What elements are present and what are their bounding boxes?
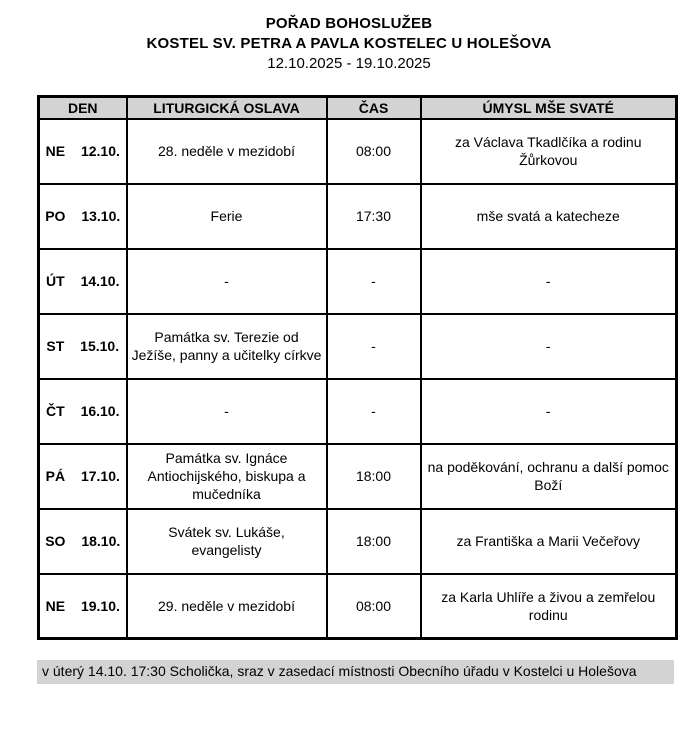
time-cell: 08:00 <box>327 119 421 184</box>
time-cell: - <box>327 314 421 379</box>
column-header-cas: ČAS <box>327 97 421 119</box>
page-title: POŘAD BOHOSLUŽEB <box>265 15 433 32</box>
intention-cell: - <box>421 314 677 379</box>
day-date: 17.10. <box>80 468 120 484</box>
intention-cell: na poděkování, ochranu a další pomoc Boží <box>421 444 677 509</box>
day-abbrev: NE <box>45 143 66 159</box>
day-cell <box>39 509 127 574</box>
intention-cell: za Václava Tkadlčíka a rodinu Žůrkovou <box>421 119 677 184</box>
day-abbrev: PO <box>45 208 66 224</box>
day-abbrev: PÁ <box>45 468 66 484</box>
document-header <box>0 0 698 74</box>
day-date: 13.10. <box>81 208 121 224</box>
day-cell <box>39 249 127 314</box>
table-row <box>39 184 677 249</box>
page-subtitle: KOSTEL SV. PETRA A PAVLA KOSTELEC U HOLEŠOVA <box>146 35 552 52</box>
table-row <box>39 314 677 379</box>
footer-note: v úterý 14.10. 17:30 Scholička, sraz v zasedací místnosti Obecního úřadu v Kostelci u Holešova <box>37 660 674 684</box>
time-cell: - <box>327 249 421 314</box>
celebration-cell: Památka sv. Ignáce Antiochijského, biskupa a mučedníka <box>127 444 327 509</box>
day-abbrev: ČT <box>46 403 65 419</box>
intention-cell: - <box>421 249 677 314</box>
day-abbrev: ÚT <box>46 273 65 289</box>
time-cell: 18:00 <box>327 509 421 574</box>
day-cell <box>39 444 127 509</box>
table-row <box>39 509 677 574</box>
time-cell: 08:00 <box>327 574 421 639</box>
day-cell <box>39 379 127 444</box>
day-date: 16.10. <box>80 403 120 419</box>
celebration-cell: - <box>127 379 327 444</box>
intention-cell: za Karla Uhlíře a živou a zemřelou rodinu <box>421 574 677 639</box>
celebration-cell: Svátek sv. Lukáše, evangelisty <box>127 509 327 574</box>
celebration-cell: - <box>127 249 327 314</box>
celebration-cell: Památka sv. Terezie od Ježíše, panny a učitelky církve <box>127 314 327 379</box>
day-date: 19.10. <box>80 597 120 614</box>
schedule-table <box>37 95 678 640</box>
table-row <box>39 379 677 444</box>
celebration-cell: 29. neděle v mezidobí <box>127 574 327 639</box>
day-cell <box>39 119 127 184</box>
column-header-liturgicka-oslava: LITURGICKÁ OSLAVA <box>127 97 327 119</box>
time-cell: 17:30 <box>327 184 421 249</box>
day-abbrev: NE <box>45 597 66 614</box>
day-date: 12.10. <box>80 143 120 159</box>
table-header-row <box>39 97 677 119</box>
intention-cell: - <box>421 379 677 444</box>
date-range: 12.10.2025 - 19.10.2025 <box>267 55 431 72</box>
intention-cell: za Františka a Marii Večeřovy <box>421 509 677 574</box>
table-row <box>39 249 677 314</box>
table-row <box>39 444 677 509</box>
day-cell <box>39 314 127 379</box>
day-abbrev: SO <box>45 533 66 549</box>
day-date: 15.10. <box>80 338 120 354</box>
day-cell <box>39 184 127 249</box>
column-header-den: DEN <box>39 97 127 119</box>
time-cell: - <box>327 379 421 444</box>
column-header-umysl-mse-svate: ÚMYSL MŠE SVATÉ <box>421 97 677 119</box>
day-abbrev: ST <box>46 338 65 354</box>
table-row <box>39 574 677 639</box>
day-cell <box>39 574 127 639</box>
day-date: 18.10. <box>81 533 121 549</box>
celebration-cell: Ferie <box>127 184 327 249</box>
day-date: 14.10. <box>80 273 120 289</box>
table-row <box>39 119 677 184</box>
celebration-cell: 28. neděle v mezidobí <box>127 119 327 184</box>
time-cell: 18:00 <box>327 444 421 509</box>
intention-cell: mše svatá a katecheze <box>421 184 677 249</box>
